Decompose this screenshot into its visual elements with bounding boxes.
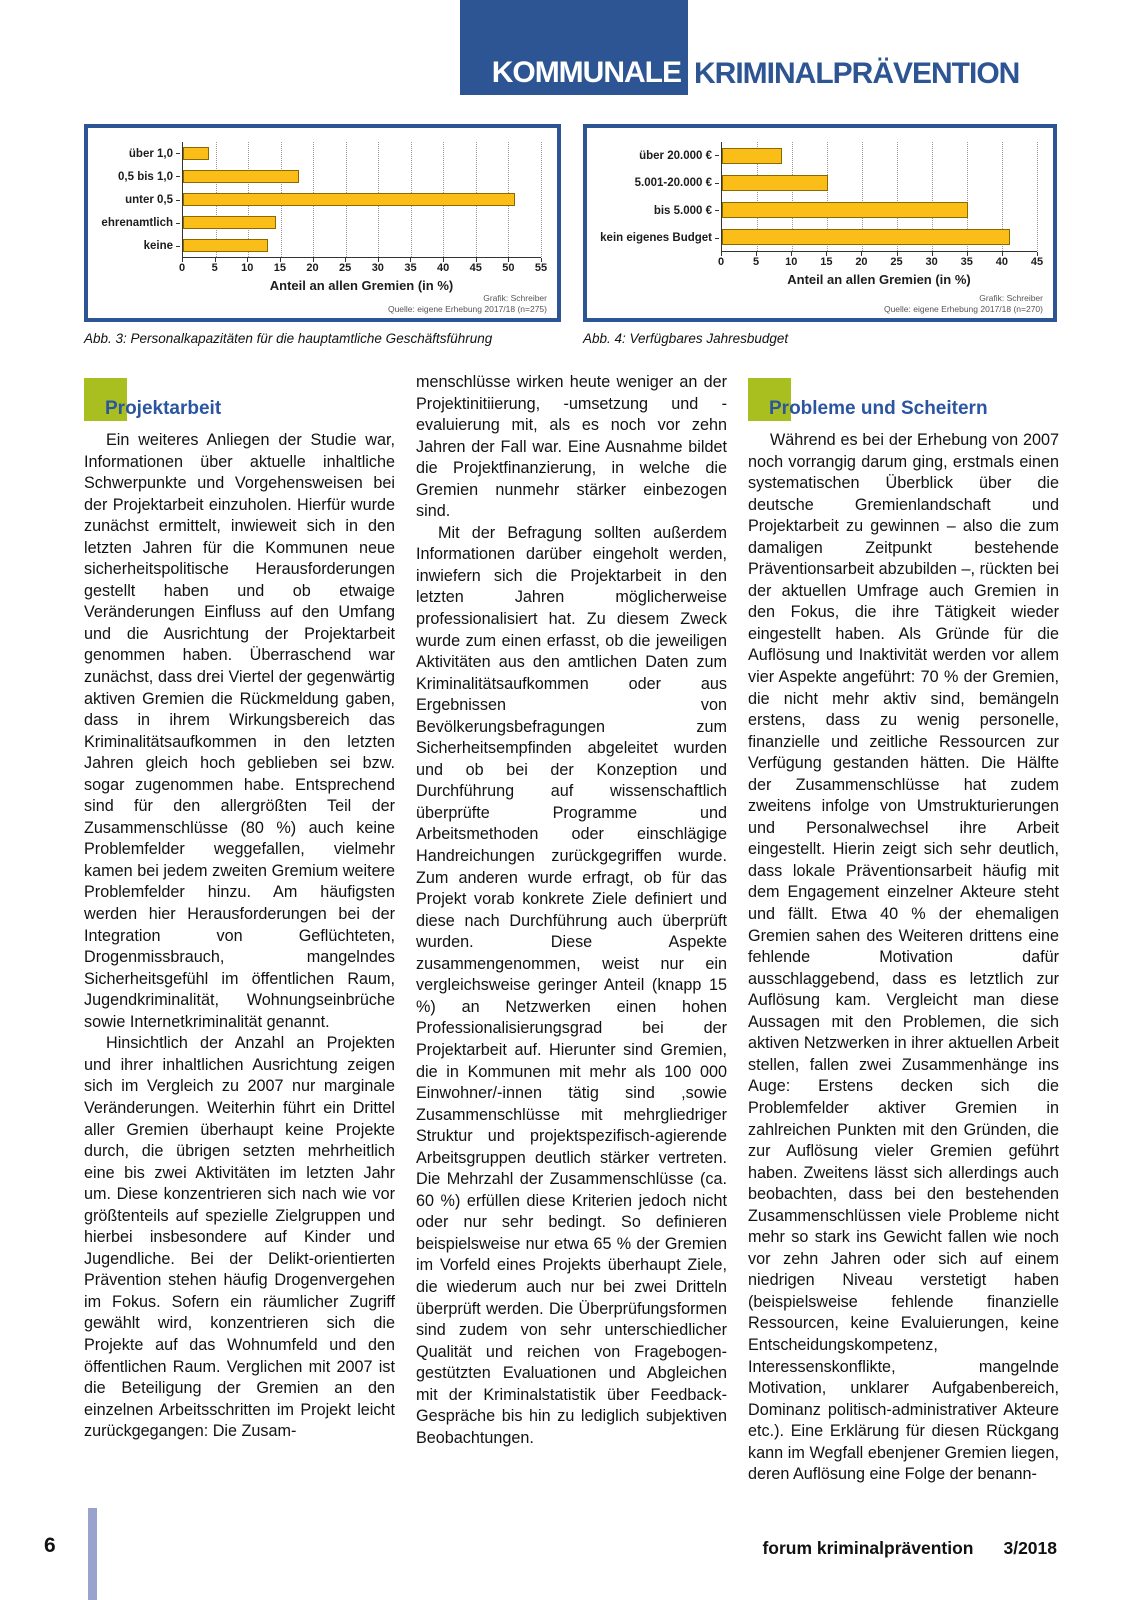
bar-row bbox=[722, 169, 1037, 196]
text-column-1 bbox=[84, 376, 395, 1443]
bar bbox=[183, 216, 276, 229]
text-column-2 bbox=[416, 372, 727, 1449]
chart-source-credit: Grafik: Schreiber bbox=[979, 292, 1043, 303]
bar bbox=[183, 239, 268, 252]
bar-row bbox=[722, 197, 1037, 224]
tick-label: 50 bbox=[502, 262, 515, 274]
bar bbox=[183, 147, 209, 160]
tick-label: 35 bbox=[404, 262, 417, 274]
category-label: keine bbox=[94, 235, 182, 258]
annual-budget-bar-chart bbox=[587, 128, 1053, 318]
bar-rows bbox=[722, 142, 1037, 251]
category-label: über 1,0 bbox=[94, 142, 182, 165]
bar-rows bbox=[183, 142, 541, 257]
tick-label: 20 bbox=[306, 262, 319, 274]
bar bbox=[722, 229, 1010, 245]
category-label: unter 0,5 bbox=[94, 188, 182, 211]
chart-body bbox=[94, 142, 541, 258]
tick-label: 45 bbox=[469, 262, 482, 274]
section-heading-probleme-und-scheitern bbox=[748, 376, 1059, 430]
chart-source bbox=[884, 293, 1043, 315]
chart-body bbox=[593, 142, 1037, 252]
category-label: bis 5.000 € bbox=[593, 197, 721, 225]
body-paragraph: Ein weiteres Anliegen der Studie war, Informationen über aktuelle inhaltliche Schwerpunkte und Vorgehensweisen bei der Projektarbeit einzuholen. Hierfür wurde zunächst ermittelt, inwieweit sich in den letzten Jahren für die Kommunen neue sicherheitspolitische Herausforderungen gestellt haben und ob etwaige Veränderungen Einfluss auf den Umfang und die Ausrichtung der Projektarbeit genommen haben. Überraschend war zunächst, dass drei Viertel der gegenwärtig aktiven Gremien die Rückmeldung gaben, dass in ihrem Wirkungsbereich das Kriminalitätsaufkommen in den letzten Jahren gleich hoch geblieben sei bzw. sogar zugenommen habe. Entsprechend sind für den allergrößten Teil der Zusammenschlüsse (80 %) auch keine Problemfelder weggefallen, vielmehr kamen bei jedem zweiten Gremium weitere Problemfelder hinzu. Am häufigsten werden hier Herausforderungen bei der Integration von Geflüchteten, Drogenmissbrauch, mangelndes Sicherheitsgefühl im öffentlichen Raum, Jugendkriminalität, Wohnungseinbrüche sowie Internetkriminalität genannt. bbox=[84, 431, 395, 1031]
tick-label: 45 bbox=[1030, 256, 1044, 268]
tick-label: 10 bbox=[241, 262, 254, 274]
category-labels bbox=[593, 142, 721, 252]
x-axis-title: Anteil an allen Gremien (in %) bbox=[787, 272, 971, 287]
tick-label: 0 bbox=[178, 262, 186, 274]
body-paragraph: Mit der Befragung sollten außerdem Informationen darüber eingeholt werden, inwiefern sich die Projektarbeit in den letzten Jahren möglicherweise professionalisiert hat. Zu diesem Zweck wurde zum einen erfasst, ob die jeweiligen Aktivitäten aus den amtlichen Daten zum Kriminalitätsaufkommen oder aus Ergebnissen von Bevölkerungsbefragungen zum Sicherheitsempfinden abgeleitet wurden und ob bei der Konzeption und Durchführung auf wissenschaftlich überprüfte Programme und Arbeitsmethoden oder einschlägige Handreichungen zurückgegriffen wurde. Zum anderen wurde erfragt, ob für das Projekt vorab konkrete Ziele definiert und diese nach Durchführung auch überprüft wurden. Diese Aspekte zusammengenommen, weist nur ein vergleichsweise geringer Anteil (knapp 15 %) an Netzwerken einen hohen Professionalisierungsgrad bei der Projektarbeit auf. Hierunter sind Gremien, die in Kommunen mit mehr als 100 000 Einwohner/-innen tätig sind ,sowie Zusammenschlüsse mit mehrgliedriger Struktur und projektspezifisch-agierende Arbeitsgruppen deutlich stärker vertreten. Die Mehrzahl der Zusammenschlüsse (ca. 60 %) erfüllen diese Kriterien jedoch nicht oder nur sehr bedingt. So definieren beispielsweise nur etwa 65 % der Gremien im Vorfeld eines Projekts überhaupt Ziele, die wiederum auch nur bei zwei Dritteln überprüft werden. Die Überprüfungsformen sind zudem von sehr unterschiedlicher Qualität und reichen von Fragebogen-gestützten Evaluationen und Abgleichen mit der Kriminalstatistik über Feedback-Gespräche bis hin zu lediglich subjektiven Beobachtungen. bbox=[416, 523, 727, 1447]
category-labels bbox=[94, 142, 182, 258]
header-brand-left: KOMMUNALE bbox=[491, 56, 681, 89]
figure-abb3-frame bbox=[84, 124, 561, 322]
section-title: Projektarbeit bbox=[105, 398, 222, 419]
gridline bbox=[541, 142, 542, 257]
figure-abb4-caption: Abb. 4: Verfügbares Jahresbudget bbox=[583, 331, 789, 346]
bar bbox=[722, 202, 968, 218]
header-brand-box bbox=[460, 0, 688, 95]
footer-accent-bar bbox=[88, 1508, 97, 1600]
tick-label: 15 bbox=[273, 262, 287, 274]
journal-name: forum kriminalprävention bbox=[762, 1538, 974, 1558]
personnel-capacity-bar-chart bbox=[88, 128, 557, 318]
category-label: 5.001-20.000 € bbox=[593, 170, 721, 198]
chart-source-credit: Grafik: Schreiber bbox=[483, 292, 547, 303]
footer-journal-line bbox=[762, 1538, 1057, 1559]
page-number: 6 bbox=[44, 1534, 56, 1557]
bar-row bbox=[183, 165, 541, 188]
category-label: über 20.000 € bbox=[593, 142, 721, 170]
bar-row bbox=[722, 142, 1037, 169]
bar bbox=[183, 193, 515, 206]
chart-source-note: Quelle: eigene Erhebung 2017/18 (n=270) bbox=[883, 303, 1043, 314]
tick-label: 20 bbox=[855, 256, 868, 268]
plot-area bbox=[182, 142, 541, 258]
issue-number: 3/2018 bbox=[1003, 1538, 1057, 1558]
tick-label: 5 bbox=[211, 262, 218, 274]
section-title: Probleme und Scheitern bbox=[769, 398, 988, 419]
bar bbox=[722, 175, 828, 191]
tick-label: 15 bbox=[820, 256, 833, 268]
tick-label: 40 bbox=[436, 262, 450, 274]
section-heading-projektarbeit bbox=[84, 376, 395, 430]
tick-label: 30 bbox=[925, 256, 938, 268]
category-label: ehrenamtlich bbox=[94, 212, 182, 235]
category-label: kein eigenes Budget bbox=[593, 225, 721, 253]
gridline bbox=[1037, 142, 1038, 251]
bar bbox=[183, 170, 299, 183]
tick-label: 25 bbox=[339, 262, 352, 274]
chart-source bbox=[388, 293, 547, 315]
text-column-3 bbox=[748, 376, 1059, 1486]
plot-area bbox=[721, 142, 1037, 252]
bar bbox=[722, 148, 782, 164]
chart-source-note: Quelle: eigene Erhebung 2017/18 (n=275) bbox=[387, 303, 547, 314]
body-paragraph: Während es bei der Erhebung von 2007 noch vorrangig darum ging, erstmals einen systematischen Überblick über die deutsche Gremienlandschaft und Projektarbeit zu gewinnen – also die zum damaligen Zeitpunkt bestehende Präventionsarbeit abzubilden –, rückten bei der aktuellen Umfrage auch Gremien in den Fokus, die ihre Tätigkeit wieder eingestellt haben. Als Gründe für die Auflösung und Inaktivität werden vor allem vier Aspekte angeführt: 70 % der Gremien, die nicht mehr aktiv sind, bemängeln erstens, dass zu wenig personelle, finanzielle und zeitliche Ressourcen zur Verfügung gestanden hätten. Die Hälfte der Zusammenschlüsse hat zudem zweitens infolge von Umstrukturierungen und Personalwechsel ihre Arbeit eingestellt. Hierin zeigt sich sehr deutlich, dass lokale Präventionsarbeit häufig mit dem Engagement einzelner Akteure steht und fällt. Etwa 40 % der ehemaligen Gremien sahen des Weiteren drittens eine fehlende Motivation dafür ausschlaggebend, dass es letztlich zur Auflösung kam. Vergleicht man diese Aussagen mit den Problemen, die sich aktiven Netzwerken in ihrer aktuellen Arbeit stellen, fallen zwei Zusammenhänge ins Auge: Erstens decken sich die Problemfelder aktiver Gremien in zahlreichen Punkten mit den Gründen, die zur Auflösung vieler Gremien geführt haben. Zweitens lässt sich allerdings auch beobachten, dass bei den bestehenden Zusammenschlüssen viele Probleme nicht mehr so stark ins Gewicht fallen wie noch vor zehn Jahren oder sich auf einem niedrigen Niveau verstetigt haben (beispielsweise fehlende finanzielle Ressourcen, keine Evaluierungen, keine Entscheidungskompetenz, Interessenskonflikte, mangelnde Motivation, unklarer Aufgabenbereich, Dominanz politisch-administrativer Akteure etc.). Eine Erklärung für diesen Rückgang kann im Wegfall ebenjener Gremien liegen, deren Auflösung eine Folge der benann- bbox=[748, 431, 1059, 1484]
figure-abb4-frame bbox=[583, 124, 1057, 322]
body-paragraph: Hinsichtlich der Anzahl an Projekten und ihrer inhaltlichen Ausrichtung zeigen sich im Vergleich zu 2007 nur marginale Veränderungen. Weiterhin führt ein Drittel aller Gremien überhaupt keine Projekte durch, die übrigen setzten mehrheitlich eine bis zwei Aktivitäten im letzten Jahr um. Diese konzentrieren sich nach wie vor größtenteils auf spezielle Zielgruppen und hierbei insbesondere auf Kinder und Jugendliche. Bei der Delikt-orientierten Prävention stehen häufig Drogenvergehen im Fokus. Sofern ein räumlicher Zugriff gewählt wird, konzentrieren sich die Projekte auf das Wohnumfeld und den öffentlichen Raum. Verglichen mit 2007 ist die Beteiligung der Gremien an den einzelnen Arbeitsschritten im Projekt leicht zurückgegangen: Die Zusam- bbox=[84, 1034, 395, 1441]
bar-row bbox=[183, 188, 541, 211]
bar-row bbox=[183, 211, 541, 234]
bar-row bbox=[183, 142, 541, 165]
tick-label: 55 bbox=[534, 262, 548, 274]
tick-label: 30 bbox=[371, 262, 384, 274]
tick-label: 10 bbox=[785, 256, 798, 268]
tick-label: 5 bbox=[753, 256, 760, 268]
body-paragraph: menschlüsse wirken heute weniger an der Projektinitiierung, -umsetzung und -evaluierung mit, als es noch vor zehn Jahren der Fall war. Eine Ausnahme bildet die Projektfinanzierung, in welche die Gremien nunmehr stärker einbezogen sind. bbox=[416, 373, 727, 521]
tick-label: 0 bbox=[717, 256, 725, 268]
x-axis bbox=[178, 258, 548, 275]
tick-label: 25 bbox=[890, 256, 903, 268]
header-brand-right: KRIMINALPRÄVENTION bbox=[694, 57, 1020, 90]
figure-abb3-caption: Abb. 3: Personalkapazitäten für die hauptamtliche Geschäftsführung bbox=[84, 331, 493, 346]
category-label: 0,5 bis 1,0 bbox=[94, 165, 182, 188]
x-axis bbox=[717, 252, 1044, 269]
x-axis-title: Anteil an allen Gremien (in %) bbox=[269, 278, 454, 293]
tick-label: 35 bbox=[960, 256, 973, 268]
bar-row bbox=[183, 234, 541, 257]
bar-row bbox=[722, 224, 1037, 251]
tick-label: 40 bbox=[995, 256, 1008, 268]
